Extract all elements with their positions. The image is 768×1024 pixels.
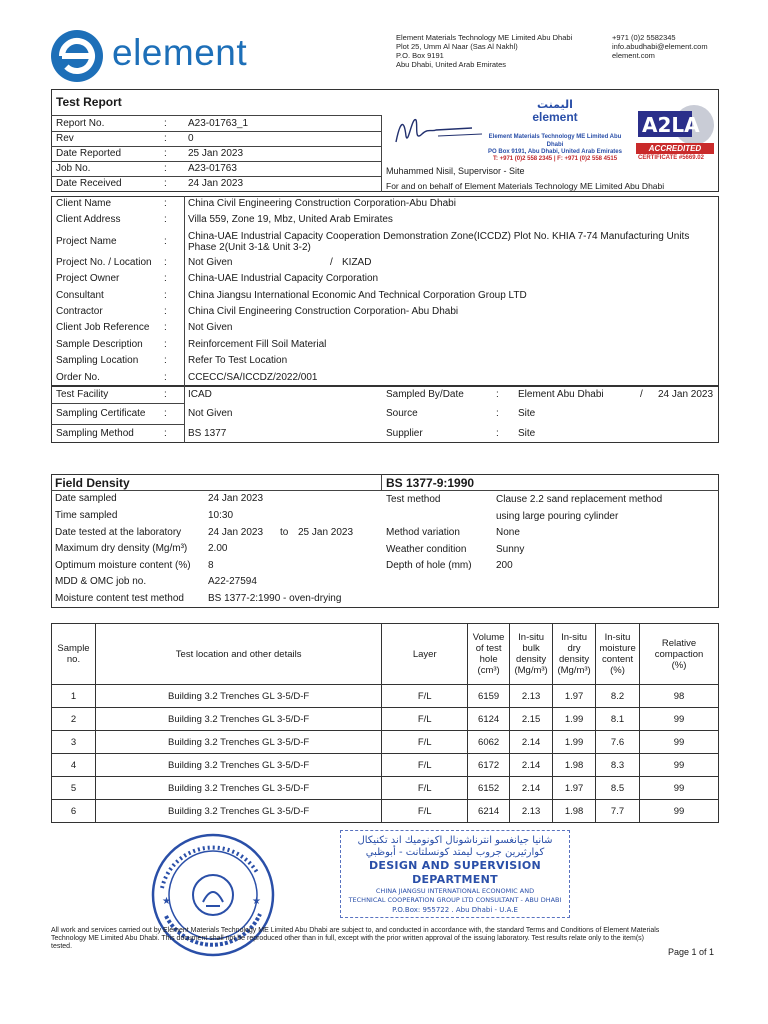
client-address-label: Client Address (56, 214, 121, 225)
cell-dry-density: 1.98 (553, 754, 596, 777)
svg-text:★: ★ (162, 896, 171, 907)
cell-location: Building 3.2 Trenches GL 3-5/D-F (95, 708, 381, 731)
project-name-value-cont: Phase 2(Unit 3-1& Unit 3-2) (188, 242, 311, 253)
cell-volume: 6124 (468, 708, 510, 731)
col-header-layer: Layer (382, 624, 468, 685)
source-label: Source (386, 408, 418, 419)
col-header-bulk-density: In-situ bulk density (Mg/m³) (510, 624, 553, 685)
cell-moisture: 8.5 (596, 777, 640, 800)
supplier-label: Supplier (386, 428, 423, 439)
cell-location: Building 3.2 Trenches GL 3-5/D-F (95, 777, 381, 800)
page-number: Page 1 of 1 (668, 947, 715, 957)
project-no-value: Not Given (188, 257, 233, 268)
cell-layer: F/L (382, 754, 468, 777)
optimum-moisture-label: Optimum moisture content (%) (55, 560, 191, 571)
facility-box (51, 386, 719, 443)
mdd-omc-label: MDD & OMC job no. (55, 576, 147, 587)
test-method-value: Clause 2.2 sand replacement method (496, 494, 663, 505)
date-tested-to: 25 Jan 2023 (298, 527, 354, 538)
project-name-label: Project Name (56, 236, 117, 247)
test-facility-value: ICAD (188, 389, 212, 400)
sample-description-label: Sample Description (56, 339, 143, 350)
project-owner-label: Project Owner (56, 273, 120, 284)
date-sampled-label: Date sampled (55, 493, 117, 504)
cell-bulk-density: 2.15 (510, 708, 553, 731)
seal-name: element (532, 110, 578, 124)
address-line: Plot 25, Umm Al Naar (Sas Al Nakhl) (396, 42, 518, 51)
cell-sample-no: 1 (52, 685, 96, 708)
cell-sample-no: 3 (52, 731, 96, 754)
date-reported-value: 25 Jan 2023 (188, 148, 244, 159)
cell-location: Building 3.2 Trenches GL 3-5/D-F (95, 685, 381, 708)
col-header-moisture: In-situ moisture content (%) (596, 624, 640, 685)
table-row (52, 777, 719, 800)
sampled-by-label: Sampled By/Date (386, 389, 464, 400)
date-received-value: 24 Jan 2023 (188, 178, 244, 189)
cell-sample-no: 4 (52, 754, 96, 777)
accredited-label: ACCREDITED (636, 143, 714, 154)
email-address: info.abudhabi@element.com (612, 42, 708, 51)
source-value: Site (518, 408, 536, 419)
col-header-compaction: Relative compaction (%) (640, 624, 719, 685)
disclaimer-line: Technology ME Limited Abu Dhabi. This document shall not be reproduced other than in full, except with the prior written approval of the issuing laboratory. Test results relate only to the item(s) (51, 935, 644, 942)
client-job-ref-label: Client Job Reference (56, 322, 150, 333)
phone-number: +971 (0)2 5582345 (612, 33, 676, 42)
on-behalf-note: For and on behalf of Element Materials Technology ME Limited Abu Dhabi (386, 181, 665, 191)
stamp-arabic-line2: كوارثيرين جروب ليمتد كونسلتانت - أبوظبي (365, 847, 545, 858)
supplier-value: Site (518, 428, 536, 439)
cell-sample-no: 2 (52, 708, 96, 731)
cell-compaction: 99 (640, 708, 719, 731)
cell-layer: F/L (382, 800, 468, 823)
address-line: Abu Dhabi, United Arab Emirates (396, 60, 507, 69)
consultant-label: Consultant (56, 290, 104, 301)
test-method-value-cont: using large pouring cylinder (496, 511, 619, 522)
date-separator: / (640, 389, 643, 400)
moisture-method-value: BS 1377-2:1990 - oven-drying (208, 593, 342, 604)
cell-moisture: 8.3 (596, 754, 640, 777)
signatory: Muhammed Nisil, Supervisor - Site (386, 166, 525, 176)
max-dry-density-label: Maximum dry density (Mg/m³) (55, 543, 188, 554)
table-row (52, 708, 719, 731)
accreditation-badge (634, 103, 716, 165)
sample-description-value: Reinforcement Fill Soil Material (188, 339, 327, 350)
report-no-label: Report No. (56, 118, 105, 129)
report-no-value: A23-01763_1 (188, 118, 249, 129)
job-no-value: A23-01763 (188, 163, 237, 174)
sampling-method-label: Sampling Method (56, 428, 134, 439)
stamp-line2: TECHNICAL COOPERATION GROUP LTD CONSULTANT - ABU DHABI (348, 896, 562, 904)
cell-compaction: 99 (640, 731, 719, 754)
svg-text:★: ★ (252, 896, 261, 907)
rev-value: 0 (188, 133, 194, 144)
order-no-label: Order No. (56, 372, 100, 383)
depth-value: 200 (496, 560, 513, 571)
project-name-value: China-UAE Industrial Capacity Cooperation Demonstration Zone(ICCDZ) Plot No. KHIA 7-74 Manufacturing Units (188, 231, 690, 242)
field-density-standard: BS 1377-9:1990 (386, 476, 475, 490)
company-contact (612, 33, 708, 60)
disclaimer-line: All work and services carried out by Element Materials Technology ME Limited Abu Dhabi are subject to, and conducted in accordance with, the standard Terms and Conditions of Element Materials (51, 927, 660, 934)
client-name-value: China Civil Engineering Construction Corporation-Abu Dhabi (188, 198, 456, 209)
mdd-omc-value: A22-27594 (208, 576, 257, 587)
disclaimer-line: tested. (51, 943, 73, 950)
results-table (51, 623, 719, 823)
stamp-line3: P.O.Box: 955722 . Abu Dhabi - U.A.E (392, 906, 518, 914)
stamp-arabic-line1: شانيا جيانغسو انترناشونال اكونوميك اند تكنيكال (357, 835, 553, 846)
col-header-location: Test location and other details (95, 624, 381, 685)
date-tested-to-word: to (280, 527, 289, 538)
client-address-value: Villa 559, Zone 19, Mbz, United Arab Emirates (188, 214, 393, 225)
website: element.com (612, 51, 655, 60)
stamp-title: DESIGN AND SUPERVISION DEPARTMENT (368, 859, 542, 886)
date-tested-label: Date tested at the laboratory (55, 527, 182, 538)
company-address (396, 33, 572, 69)
cell-location: Building 3.2 Trenches GL 3-5/D-F (95, 800, 381, 823)
weather-label: Weather condition (386, 544, 467, 555)
cell-volume: 6062 (468, 731, 510, 754)
cell-bulk-density: 2.13 (510, 800, 553, 823)
cell-bulk-density: 2.14 (510, 777, 553, 800)
sampled-date-value: 24 Jan 2023 (658, 389, 714, 400)
job-no-label: Job No. (56, 163, 91, 174)
project-owner-value: China-UAE Industrial Capacity Corporation (188, 273, 379, 284)
col-header-dry-density: In-situ dry density (Mg/m³) (553, 624, 596, 685)
sampling-certificate-label: Sampling Certificate (56, 408, 146, 419)
cell-volume: 6172 (468, 754, 510, 777)
address-line: Element Materials Technology ME Limited Abu Dhabi (396, 33, 573, 42)
cell-compaction: 99 (640, 800, 719, 823)
cell-compaction: 99 (640, 754, 719, 777)
cell-location: Building 3.2 Trenches GL 3-5/D-F (95, 754, 381, 777)
stamp-line1: CHINA JIANGSU INTERNATIONAL ECONOMIC AND (375, 887, 535, 895)
test-report-title: Test Report (56, 95, 122, 109)
address-line: P.O. Box 9191 (396, 51, 444, 60)
cell-moisture: 7.6 (596, 731, 640, 754)
client-job-ref-value: Not Given (188, 322, 233, 333)
cell-layer: F/L (382, 777, 468, 800)
contractor-label: Contractor (56, 306, 103, 317)
a2la-logo-icon (634, 103, 716, 147)
method-variation-value: None (496, 527, 520, 538)
cell-compaction: 98 (640, 685, 719, 708)
sampling-method-value: BS 1377 (188, 428, 227, 439)
footer-disclaimer (51, 927, 721, 951)
cell-sample-no: 5 (52, 777, 96, 800)
cell-layer: F/L (382, 708, 468, 731)
signature (392, 112, 492, 152)
project-location-label: Project No. / Location (56, 257, 152, 268)
consultant-value: China Jiangsu International Economic And Technical Corporation Group LTD (188, 290, 527, 301)
cell-volume: 6214 (468, 800, 510, 823)
col-header-volume: Volume of test hole (cm³) (468, 624, 510, 685)
seal-arabic: اليمنت (537, 99, 573, 111)
sampling-location-label: Sampling Location (56, 355, 139, 366)
depth-label: Depth of hole (mm) (386, 560, 472, 571)
cell-layer: F/L (382, 685, 468, 708)
client-name-label: Client Name (56, 198, 112, 209)
rev-label: Rev (56, 133, 74, 144)
certificate-number: CERTIFICATE #5669.02 (638, 155, 704, 161)
project-location-value: KIZAD (342, 257, 372, 268)
company-seal (482, 100, 628, 162)
cell-location: Building 3.2 Trenches GL 3-5/D-F (95, 731, 381, 754)
optimum-moisture-value: 8 (208, 560, 214, 571)
svg-text:A2LA: A2LA (642, 113, 700, 137)
col-header-sample-no: Sample no. (52, 624, 96, 685)
cell-moisture: 7.7 (596, 800, 640, 823)
time-sampled-value: 10:30 (208, 510, 234, 521)
contractor-value: China Civil Engineering Construction Corporation- Abu Dhabi (188, 306, 459, 317)
cell-dry-density: 1.99 (553, 731, 596, 754)
cell-dry-density: 1.99 (553, 708, 596, 731)
design-supervision-stamp (340, 830, 570, 918)
cell-bulk-density: 2.14 (510, 731, 553, 754)
table-row (52, 800, 719, 823)
sampling-location-value: Refer To Test Location (188, 355, 288, 366)
date-sampled-value: 24 Jan 2023 (208, 493, 264, 504)
time-sampled-label: Time sampled (55, 510, 118, 521)
cell-dry-density: 1.97 (553, 777, 596, 800)
cell-volume: 6159 (468, 685, 510, 708)
table-row (52, 754, 719, 777)
test-facility-label: Test Facility (56, 389, 109, 400)
moisture-method-label: Moisture content test method (55, 593, 184, 604)
table-header-row (52, 624, 719, 685)
max-dry-density-value: 2.00 (208, 543, 228, 554)
method-variation-label: Method variation (386, 527, 460, 538)
date-received-label: Date Received (56, 178, 122, 189)
seal-line3: T: +971 (0)2 558 2345 | F: +971 (0)2 558 4515 (492, 156, 618, 162)
table-row (52, 685, 719, 708)
table-row (52, 731, 719, 754)
order-no-value: CCECC/SA/ICCDZ/2022/001 (188, 372, 318, 383)
element-logo-icon (50, 29, 104, 83)
test-method-label: Test method (386, 494, 441, 505)
company-logo (50, 30, 290, 82)
cell-volume: 6152 (468, 777, 510, 800)
sampling-certificate-value: Not Given (188, 408, 233, 419)
cell-compaction: 99 (640, 777, 719, 800)
cell-bulk-density: 2.13 (510, 685, 553, 708)
seal-line1: Element Materials Technology ME Limited Abu Dhabi (488, 134, 622, 148)
seal-line2: PO Box 9191, Abu Dhabi, United Arab Emirates (488, 149, 622, 155)
cell-dry-density: 1.97 (553, 685, 596, 708)
cell-sample-no: 6 (52, 800, 96, 823)
date-tested-from: 24 Jan 2023 (208, 527, 264, 538)
cell-moisture: 8.2 (596, 685, 640, 708)
cell-dry-density: 1.98 (553, 800, 596, 823)
cell-moisture: 8.1 (596, 708, 640, 731)
logo-wordmark: element (112, 32, 248, 73)
cell-layer: F/L (382, 731, 468, 754)
date-reported-label: Date Reported (56, 148, 122, 159)
weather-value: Sunny (496, 544, 525, 555)
sampled-by-value: Element Abu Dhabi (518, 389, 604, 400)
cell-bulk-density: 2.14 (510, 754, 553, 777)
field-density-title: Field Density (55, 476, 130, 490)
